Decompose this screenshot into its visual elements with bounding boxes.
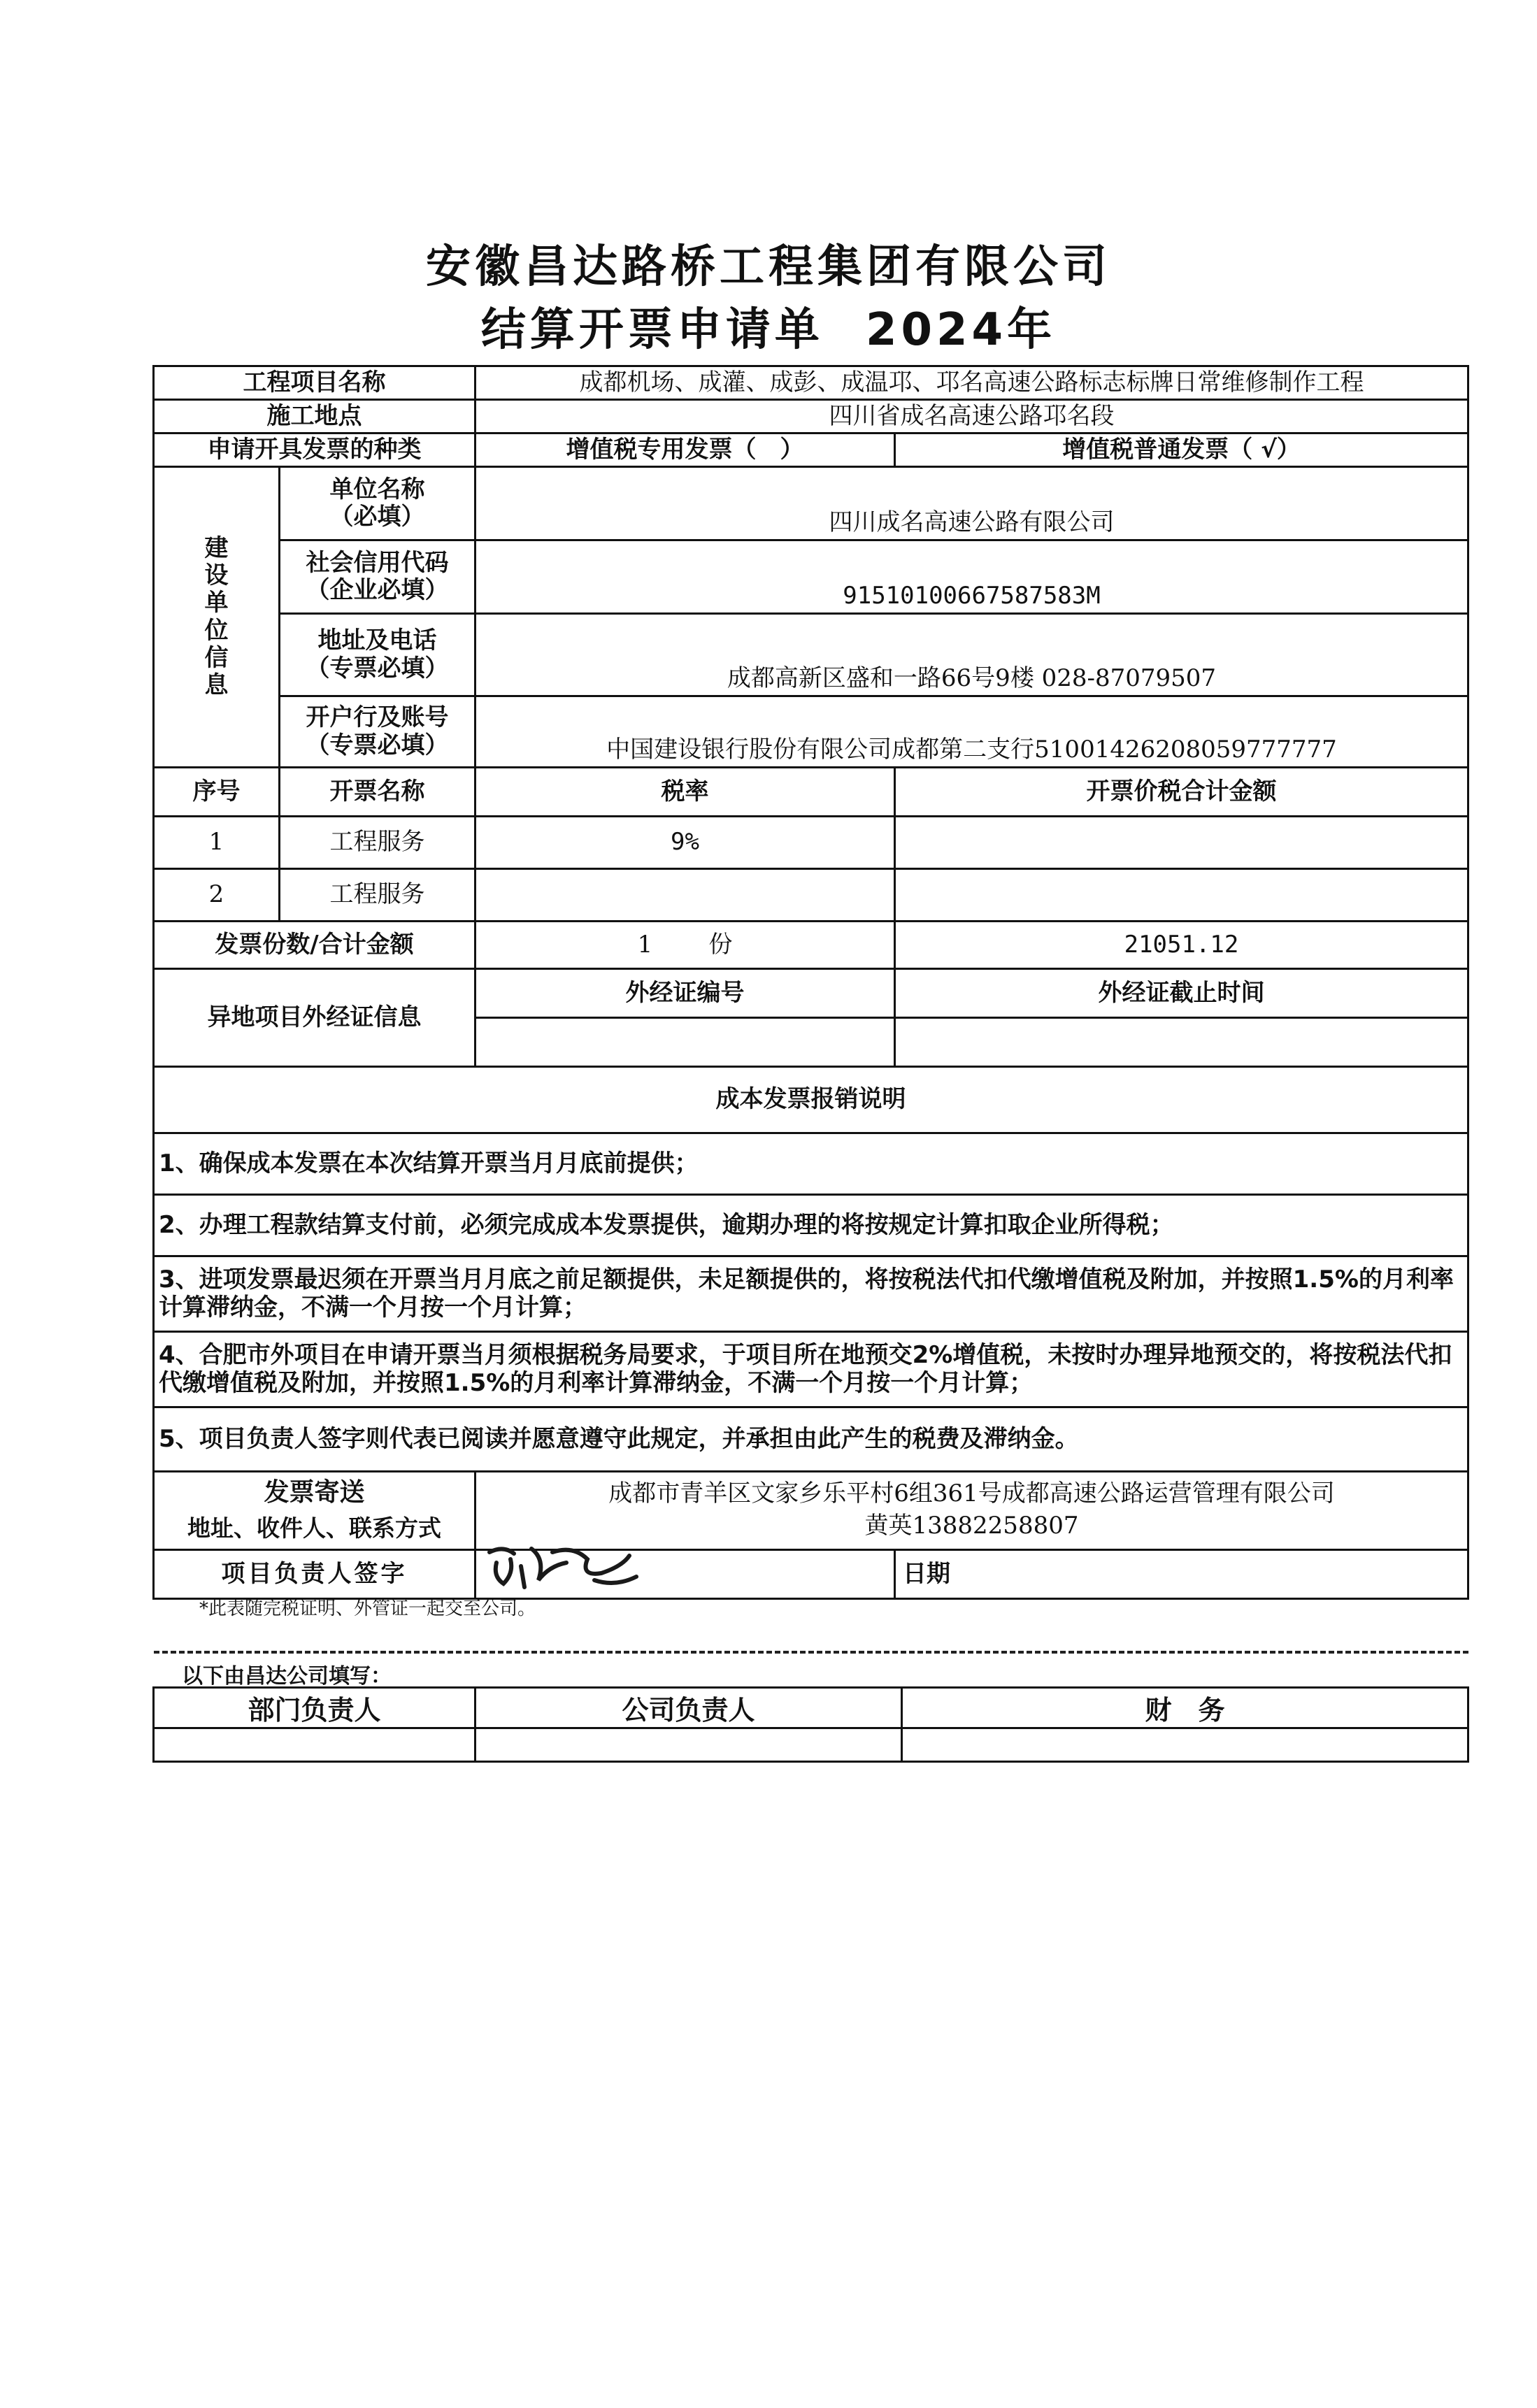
bank-row <box>154 696 1468 768</box>
cost-note: 1、确保成本发票在本次结算开票当月月底前提供； <box>154 1133 1468 1195</box>
footnote: *此表随完税证明、外管证一起交至公司。 <box>199 1598 536 1619</box>
cut-line-divider <box>154 1651 1468 1654</box>
cost-note-row <box>154 1407 1468 1472</box>
application-form <box>152 365 1469 1600</box>
site-value: 四川省成名高速公路邛名段 <box>476 400 1468 433</box>
finance-sign[interactable] <box>902 1728 1468 1762</box>
permit-number-value[interactable] <box>476 1018 895 1067</box>
builder-section-text: 建设单位信息 <box>204 534 229 699</box>
cost-note: 5、项目负责人签字则代表已阅读并愿意遵守此规定，并承担由此产生的税费及滞纳金。 <box>154 1407 1468 1472</box>
item-rate <box>476 869 895 922</box>
address-note: （专票必填） <box>306 654 449 682</box>
item-no: 1 <box>154 817 280 869</box>
site-row <box>154 400 1468 433</box>
builder-name-note: （必填） <box>329 503 425 531</box>
cost-note-row <box>154 1133 1468 1195</box>
company-name: 安徽昌达路桥工程集团有限公司 <box>426 241 1111 293</box>
credit-code-label-text: 社会信用代码 <box>306 548 449 577</box>
item-rate: 9% <box>476 817 895 869</box>
item-amount <box>895 817 1468 869</box>
item-row <box>154 869 1468 922</box>
mailing-address: 成都市青羊区文家乡乐平村6组361号成都高速公路运营管理有限公司 <box>608 1479 1335 1507</box>
col-rate-header: 税率 <box>476 768 895 817</box>
mailing-label-line2: 地址、收件人、联系方式 <box>187 1514 441 1542</box>
date-label: 日期 <box>895 1550 1468 1599</box>
cost-note: 4、合肥市外项目在申请开票当月须根据税务局要求，于项目所在地预交2%增值税，未按时办理异地预交的，将按税法代扣代缴增值税及附加，并按照1.5%的月利率计算滞纳金，不满一个月按一个月计算； <box>154 1332 1468 1407</box>
cost-note-row <box>154 1195 1468 1256</box>
permit-label: 异地项目外经证信息 <box>154 969 476 1067</box>
invoice-type-normal[interactable]: 增值税普通发票（ √） <box>895 433 1468 467</box>
bank-label-text: 开户行及账号 <box>306 703 449 732</box>
builder-section-label <box>154 467 280 768</box>
cost-notes-title: 成本发票报销说明 <box>154 1067 1468 1133</box>
signoff-row <box>154 1550 1468 1599</box>
internal-sign-row <box>154 1728 1468 1762</box>
items-header-row <box>154 768 1468 817</box>
col-amount-header: 开票价税合计金额 <box>895 768 1468 817</box>
address-value: 成都高新区盛和一路66号9楼 028-87079507 <box>476 614 1468 696</box>
totals-count: 1 <box>637 930 653 959</box>
permit-expiry-value[interactable] <box>895 1018 1468 1067</box>
bank-label <box>280 696 476 768</box>
project-name-value: 成都机场、成灌、成彭、成温邛、邛名高速公路标志标牌日常维修制作工程 <box>476 366 1468 400</box>
address-label <box>280 614 476 696</box>
cost-note: 2、办理工程款结算支付前，必须完成成本发票提供，逾期办理的将按规定计算扣取企业所得税； <box>154 1195 1468 1256</box>
site-label: 施工地点 <box>154 400 476 433</box>
address-label-text: 地址及电话 <box>317 626 437 655</box>
col-no-header: 序号 <box>154 768 280 817</box>
credit-code-row <box>154 540 1468 614</box>
company-head-sign[interactable] <box>476 1728 902 1762</box>
cost-note-row <box>154 1256 1468 1332</box>
builder-name-row <box>154 467 1468 540</box>
form-title <box>0 294 1537 358</box>
builder-name-label-text: 单位名称 <box>329 475 425 503</box>
item-amount <box>895 869 1468 922</box>
permit-number-label: 外经证编号 <box>476 969 895 1018</box>
cost-note-row <box>154 1332 1468 1407</box>
mailing-label <box>154 1472 476 1550</box>
totals-amount: 21051.12 <box>895 922 1468 969</box>
credit-code-value: 91510100667587583M <box>476 540 1468 614</box>
item-no: 2 <box>154 869 280 922</box>
internal-section-label: 以下由昌达公司填写： <box>182 1664 392 1689</box>
mailing-label-line1: 发票寄送 <box>264 1478 365 1507</box>
address-row <box>154 614 1468 696</box>
credit-code-label <box>280 540 476 614</box>
totals-count-cell <box>476 922 895 969</box>
project-name-row <box>154 366 1468 400</box>
project-name-label: 工程项目名称 <box>154 366 476 400</box>
bank-value: 中国建设银行股份有限公司成都第二支行51001426208059777777 <box>476 696 1468 768</box>
totals-label: 发票份数/合计金额 <box>154 922 476 969</box>
item-row <box>154 817 1468 869</box>
item-name: 工程服务 <box>280 869 476 922</box>
form-title-text: 结算开票申请单 <box>480 304 824 356</box>
permit-expiry-label: 外经证截止时间 <box>895 969 1468 1018</box>
invoice-type-row <box>154 433 1468 467</box>
credit-code-note: （企业必填） <box>306 576 449 604</box>
form-year: 2024年 <box>865 304 1057 356</box>
builder-name-label <box>280 467 476 540</box>
col-name-header: 开票名称 <box>280 768 476 817</box>
signoff-label: 项目负责人签字 <box>154 1550 476 1599</box>
item-name: 工程服务 <box>280 817 476 869</box>
bank-note: （专票必填） <box>306 731 449 759</box>
dept-head-header: 部门负责人 <box>154 1688 476 1728</box>
internal-header-row <box>154 1688 1468 1728</box>
builder-name-value: 四川成名高速公路有限公司 <box>476 467 1468 540</box>
permit-header-row <box>154 969 1468 1018</box>
dept-head-sign[interactable] <box>154 1728 476 1762</box>
totals-row <box>154 922 1468 969</box>
invoice-type-special[interactable]: 增值税专用发票（ ） <box>476 433 895 467</box>
cost-notes-title-row <box>154 1067 1468 1133</box>
internal-approval-table <box>152 1686 1469 1763</box>
handwritten-signature <box>482 1538 643 1594</box>
invoice-type-label: 申请开具发票的种类 <box>154 433 476 467</box>
totals-unit: 份 <box>708 930 733 959</box>
mailing-row <box>154 1472 1468 1550</box>
finance-header: 财 务 <box>902 1688 1468 1728</box>
cost-note: 3、进项发票最迟须在开票当月月底之前足额提供，未足额提供的，将按税法代扣代缴增值税及附加，并按照1.5%的月利率计算滞纳金，不满一个月按一个月计算； <box>154 1256 1468 1332</box>
company-head-header: 公司负责人 <box>476 1688 902 1728</box>
mailing-contact: 黄英13882258807 <box>864 1511 1079 1540</box>
